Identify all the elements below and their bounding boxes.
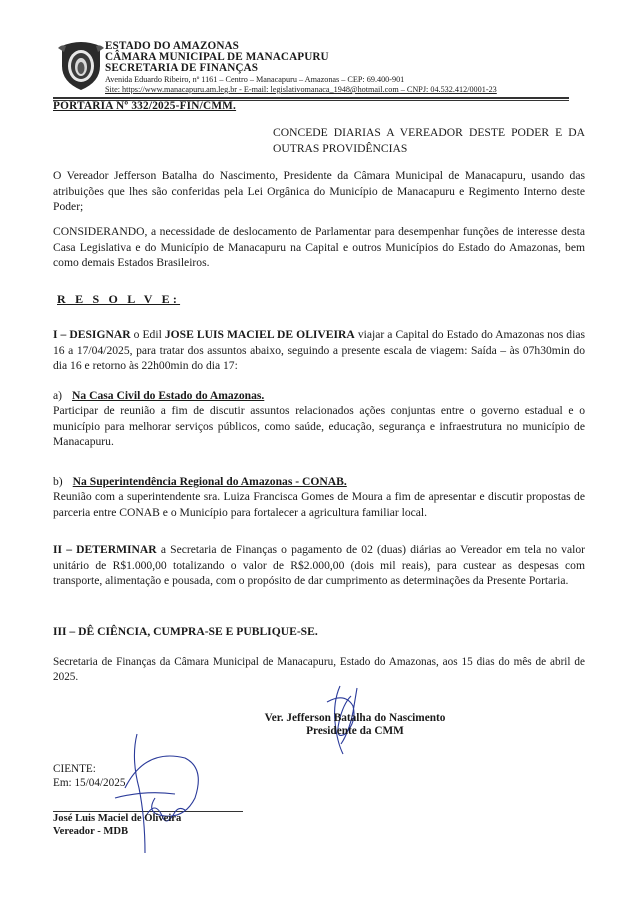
considerando: CONSIDERANDO, a necessidade de deslocamento de Parlamentar para desempenhar funções de interesse desta Casa Legislativa e do Município de Manacapuru na Capital e outros Municípios do Estado do Amazonas, bem como demais Estados Brasileiros. (53, 225, 585, 270)
sub-item-a-title: Na Casa Civil do Estado do Amazonas. (72, 389, 265, 402)
sub-item-a-label: a) (53, 389, 63, 402)
portaria-number: PORTARIA Nº 332/2025-FIN/CMM. (53, 100, 237, 112)
item-2 (53, 542, 585, 589)
item-2-prefix: II – DETERMINAR (53, 543, 157, 556)
ciente-date: Em: 15/04/2025 (53, 777, 126, 789)
sub-item-b-label: b) (53, 475, 63, 488)
letterhead (53, 38, 573, 100)
header-contact: Site: https://www.manacapuru.am.leg.br - E-mail: legislativomanaca_1948@hotmail.com – CNPJ: 04.532.412/0001-23 (105, 85, 497, 94)
sub-item-b-heading (53, 475, 347, 488)
item-1-name: JOSE LUIS MACIEL DE OLIVEIRA (164, 328, 355, 341)
sub-item-a-heading (53, 389, 264, 402)
resolve-heading: R E S O L V E: (57, 292, 181, 306)
ciente-label: CIENTE: (53, 763, 96, 775)
closing: Secretaria de Finanças da Câmara Municipal de Manacapuru, Estado do Amazonas, aos 15 dias do mês de abril de 2025. (53, 656, 585, 683)
sub-item-b-text: Reunião com a superintendente sra. Luiza Francisca Gomes de Moura a fim de apresentar e discutir propostas de parceria entre CONAB e o Município para fortalecer a agricultura familiar local. (53, 490, 585, 519)
coat-of-arms-icon (58, 40, 104, 92)
preamble: O Vereador Jefferson Batalha do Nascimento, Presidente da Câmara Municipal de Manacapuru, usando das atribuições que lhes são conferidas pela Lei Orgânica do Município de Manacapuru e Regimento Interno deste Poder; (53, 169, 585, 214)
item-3: III – DÊ CIÊNCIA, CUMPRA-SE E PUBLIQUE-SE. (53, 625, 318, 638)
ementa: CONCEDE DIARIAS A VEREADOR DESTE PODER E DA OUTRAS PROVIDÊNCIAS (273, 126, 585, 155)
header-chamber: CÂMARA MUNICIPAL DE MANACAPURU (105, 51, 329, 63)
header-state: ESTADO DO AMAZONAS (105, 40, 239, 52)
item-1-prefix: I – DESIGNAR (53, 328, 131, 341)
item-2-text: a Secretaria de Finanças o pagamento de 02 (duas) diárias ao Vereador em tela no valor unitário de R$1.000,00 totalizando o valor de R$2.000,00 (dois mil reais), para custear as despesas com transporte, alimentação e pousada, com o propósito de dar cumprimento as determinações da Presente Portaria. (53, 543, 585, 588)
header-rule-thick (53, 97, 569, 99)
councilor-role: Vereador - MDB (53, 826, 129, 837)
header-department: SECRETARIA DE FINANÇAS (105, 62, 259, 74)
councilor-name: José Luis Maciel de Oliveira (53, 813, 182, 824)
sub-item-b-title: Na Superintendência Regional do Amazonas - CONAB. (72, 475, 347, 488)
item-1-text-a: o Edil (130, 328, 165, 341)
sub-item-a-text: Participar de reunião a fim de discutir assuntos relacionados ações conjuntas entre o governo estadual e o município para melhorar serviços públicos, como saúde, educação, segurança e infraestrutura no município de Manacapuru. (53, 404, 585, 449)
president-name: Ver. Jefferson Batalha do Nascimento (264, 712, 446, 724)
president-role: Presidente da CMM (306, 725, 404, 737)
item-1 (53, 327, 585, 374)
item-1-text-b: viajar a Capital do Estado do Amazonas nos dias 16 a 17/04/2025, para tratar dos assuntos abaixo, seguindo a presente escala de viagem: Saída – às 07h30min do dia 16 e retorno às 22h00min do dia 17: (53, 328, 585, 373)
header-address: Avenida Eduardo Ribeiro, nº 1161 – Centro – Manacapuru – Amazonas – CEP: 69.400-901 (105, 75, 405, 84)
